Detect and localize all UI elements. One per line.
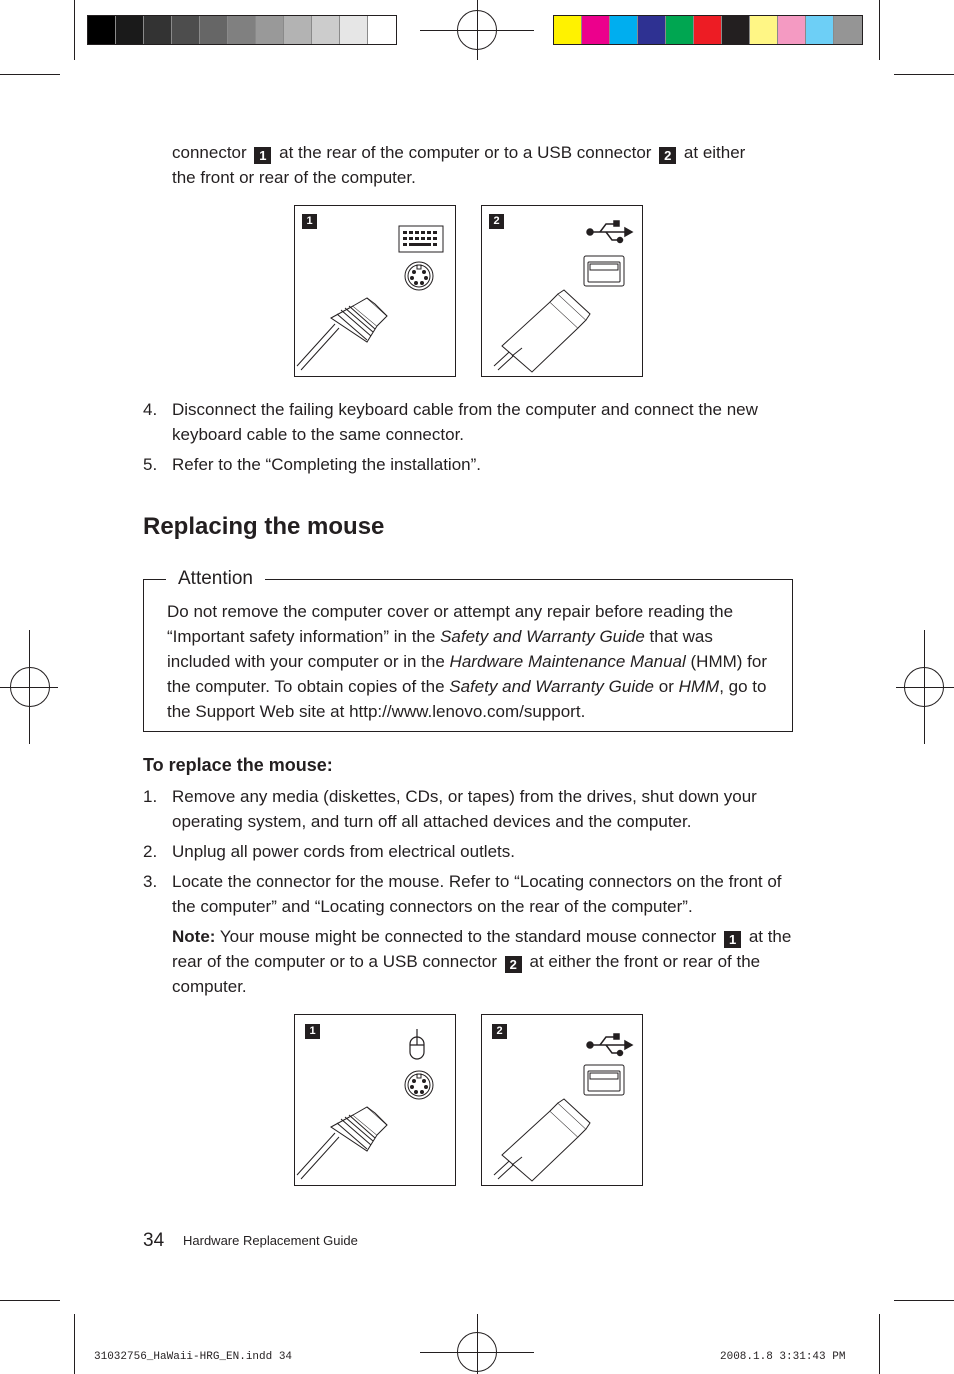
mouse-icon: [410, 1029, 424, 1059]
gray-swatch: [200, 16, 228, 44]
hmm-title: Hardware Maintenance Manual: [449, 652, 686, 671]
gray-swatch: [256, 16, 284, 44]
figure-label-2: 2: [489, 214, 504, 229]
keyboard-icon: [399, 226, 443, 252]
figure-label-2: 2: [492, 1024, 507, 1039]
attention-text: [167, 599, 779, 724]
note: [172, 924, 797, 999]
connector-badge-1: 1: [254, 147, 271, 164]
top-note-text: connector: [172, 143, 247, 162]
top-note-text: at the rear of the computer or to a USB connector: [279, 143, 652, 162]
list-item-text: Locate the connector for the mouse. Refer to “Locating connectors on the front of the computer” and “Locating connectors on the rear of the computer”.: [172, 872, 782, 916]
ps2-plug: [297, 1107, 387, 1179]
list-item-number: 3.: [143, 872, 158, 891]
note-text: Your mouse might be connected to the standard mouse connector: [215, 927, 717, 946]
list-item-number: 4.: [143, 400, 158, 419]
usb-connector-figure: [481, 1014, 643, 1186]
color-swatch: [834, 16, 862, 44]
color-swatch: [554, 16, 582, 44]
color-swatch-bar: [553, 15, 863, 45]
top-note-text: the front or rear of the computer.: [172, 168, 416, 187]
gray-swatch-bar: [87, 15, 397, 45]
mouse-connector-drawing: [295, 1015, 457, 1187]
ps2-port: [405, 262, 433, 290]
section-heading: Replacing the mouse: [143, 513, 385, 540]
gray-swatch: [144, 16, 172, 44]
gray-swatch: [368, 16, 396, 44]
figure-label-1: 1: [302, 214, 317, 229]
attention-text-part: that was included with your computer or in the: [167, 627, 713, 671]
slug-timestamp: 2008.1.8 3:31:43 PM: [720, 1351, 846, 1363]
usb-port: [584, 256, 624, 286]
list-item-number: 2.: [143, 842, 158, 861]
color-swatch: [666, 16, 694, 44]
gray-swatch: [116, 16, 144, 44]
usb-connector-drawing: [482, 1015, 644, 1187]
list-item-text: Unplug all power cords from electrical outlets.: [172, 842, 515, 861]
gray-swatch: [228, 16, 256, 44]
subheading: To replace the mouse:: [143, 755, 333, 775]
list-item-number: 5.: [143, 455, 158, 474]
page-number: 34: [143, 1230, 165, 1251]
note-text: at the rear of the computer or to a USB connector: [172, 927, 792, 971]
gray-swatch: [284, 16, 312, 44]
list-item: [143, 452, 803, 477]
color-swatch: [638, 16, 666, 44]
color-swatch: [806, 16, 834, 44]
safety-guide-title: Safety and Warranty Guide: [449, 677, 655, 696]
gray-swatch: [88, 16, 116, 44]
keyboard-connector-drawing: [295, 206, 457, 378]
running-footer: Hardware Replacement Guide: [183, 1233, 358, 1248]
connector-badge-1: 1: [724, 931, 741, 948]
top-note: [172, 140, 812, 190]
usb-icon: [587, 221, 632, 243]
gray-swatch: [172, 16, 200, 44]
attention-text-part: Do not remove the computer cover or attempt any repair before reading the “Important safety information” in the: [167, 602, 734, 646]
ps2-plug: [297, 298, 387, 370]
usb-plug: [494, 290, 590, 372]
connector-badge-2: 2: [659, 147, 676, 164]
usb-connector-figure: [481, 205, 643, 377]
usb-plug: [494, 1099, 590, 1181]
attention-text-part: or: [654, 677, 679, 696]
figure-label-1: 1: [305, 1024, 320, 1039]
list-item: [143, 869, 803, 919]
list-item-number: 1.: [143, 787, 158, 806]
top-note-text: at either: [683, 143, 746, 162]
usb-connector-drawing: [482, 206, 644, 378]
mouse-connector-figure: [294, 1014, 456, 1186]
color-swatch: [694, 16, 722, 44]
hmm-abbrev: HMM: [678, 677, 720, 696]
gray-swatch: [312, 16, 340, 44]
attention-text-part: , go to the Support Web site at http://www.lenovo.com/support.: [167, 677, 767, 721]
usb-icon: [587, 1034, 632, 1056]
ps2-port: [405, 1071, 433, 1099]
note-text: at either the front or rear of the computer.: [172, 952, 761, 996]
safety-guide-title: Safety and Warranty Guide: [440, 627, 645, 646]
gray-swatch: [340, 16, 368, 44]
color-swatch: [722, 16, 750, 44]
attention-title: Attention: [166, 566, 265, 592]
color-swatch: [750, 16, 778, 44]
color-swatch: [610, 16, 638, 44]
list-item-text: Remove any media (diskettes, CDs, or tapes) from the drives, shut down your operating system, and turn off all attached devices and the computer.: [172, 787, 757, 831]
color-swatch: [582, 16, 610, 44]
connector-badge-2: 2: [505, 956, 522, 973]
list-item-text: Disconnect the failing keyboard cable from the computer and connect the new keyboard cable to the same connector.: [172, 400, 758, 444]
keyboard-connector-figure: [294, 205, 456, 377]
color-swatch: [778, 16, 806, 44]
usb-port: [584, 1065, 624, 1095]
attention-text-part: (HMM) for the computer. To obtain copies of the: [167, 652, 768, 696]
list-item-text: Refer to the “Completing the installation”.: [172, 455, 481, 474]
slug-filename: 31032756_HaWaii-HRG_EN.indd 34: [94, 1351, 293, 1363]
list-item: [143, 397, 803, 447]
list-item: [143, 784, 803, 834]
note-label: Note:: [172, 927, 216, 946]
list-item: [143, 839, 803, 864]
